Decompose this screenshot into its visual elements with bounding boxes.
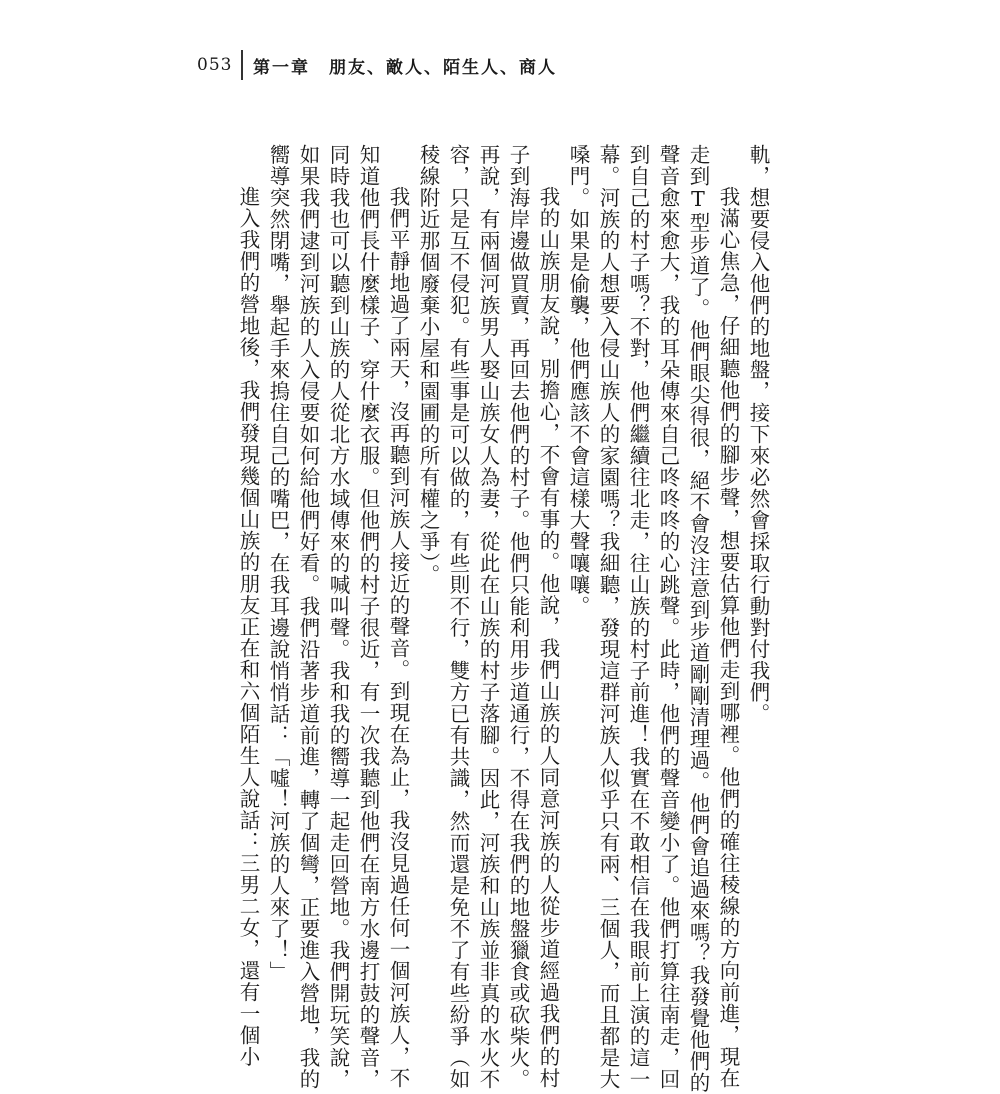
text-column: 子到海岸邊做買賣，再回去他們的村子。他們只能利用步道通行，不得在我們的地盤獵食或砍柴火。 [506,144,530,1090]
text-column: 進入我們的營地後，我們發現幾個山族的朋友正在和六個陌生人說話：三男二女，還有一個小 [236,186,260,1068]
header-divider [241,50,243,80]
text-column: 嚮導突然閉嘴，舉起手來摀住自己的嘴巴，在我耳邊說悄悄話：「噓！河族的人來了！」 [266,144,290,983]
text-column: 再說，有兩個河族男人娶山族女人為妻，從此在山族的村子落腳。因此，河族和山族並非真的水火不 [476,144,500,1090]
chapter-title: 第一章 朋友、敵人、陌生人、商人 [252,57,557,78]
text-column: 軌，想要侵入他們的地盤，接下來必然會採取行動對付我們。 [746,144,770,725]
text-column: 嗓門。如果是偷襲，他們應該不會這樣大聲嚷嚷。 [566,144,590,617]
page-number: 053 [197,55,233,75]
text-column: 知道他們長什麼樣子、穿什麼衣服。但他們的村子很近，有一次我聽到他們在南方水邊打鼓的聲音， [356,144,380,1090]
text-column: 幕。河族的人想要入侵山族人的家園嗎？我細聽，發現這群河族人似乎只有兩、三個人，而且都是大 [596,144,620,1090]
running-header [197,46,557,84]
text-column: 我滿心焦急，仔細聽他們的腳步聲，想要估算他們走到哪裡。他們的確往稜線的方向前進，現在 [716,186,740,1089]
text-column: 聲音愈來愈大，我的耳朵傳來自己咚咚咚的心跳聲。此時，他們的聲音變小了。他們打算往南走，回 [656,144,680,1090]
text-column: 同時我也可以聽到山族的人從北方水域傳來的喊叫聲。我和我的嚮導一起走回營地。我們開玩笑說， [326,144,350,1090]
text-column: 我們平靜地過了兩天，沒再聽到河族人接近的聲音。到現在為止，我沒見過任何一個河族人，不 [386,186,410,1089]
text-column: 走到T型步道了。他們眼尖得很，絕不會沒注意到步道剛剛清理過。他們會追過來嗎？我發覺他們的 [686,144,710,1094]
text-column: 到自己的村子嗎？不對，他們繼續往北走，往山族的村子前進！我實在不敢相信在我眼前上演的這一 [626,144,650,1090]
text-column: 容，只是互不侵犯。有些事是可以做的，有些則不行，雙方已有共識，然而還是免不了有些紛爭（如 [446,144,470,1090]
text-column: 如果我們逮到河族的人入侵要如何給他們好看。我們沿著步道前進，轉了個彎，正要進入營地，我的 [296,144,320,1090]
text-column: 稜線附近那個廢棄小屋和園圃的所有權之爭）。 [416,144,440,586]
text-column: 我的山族朋友說，別擔心，不會有事的。他說，我們山族的人同意河族的人從步道經過我們的村 [536,186,560,1089]
